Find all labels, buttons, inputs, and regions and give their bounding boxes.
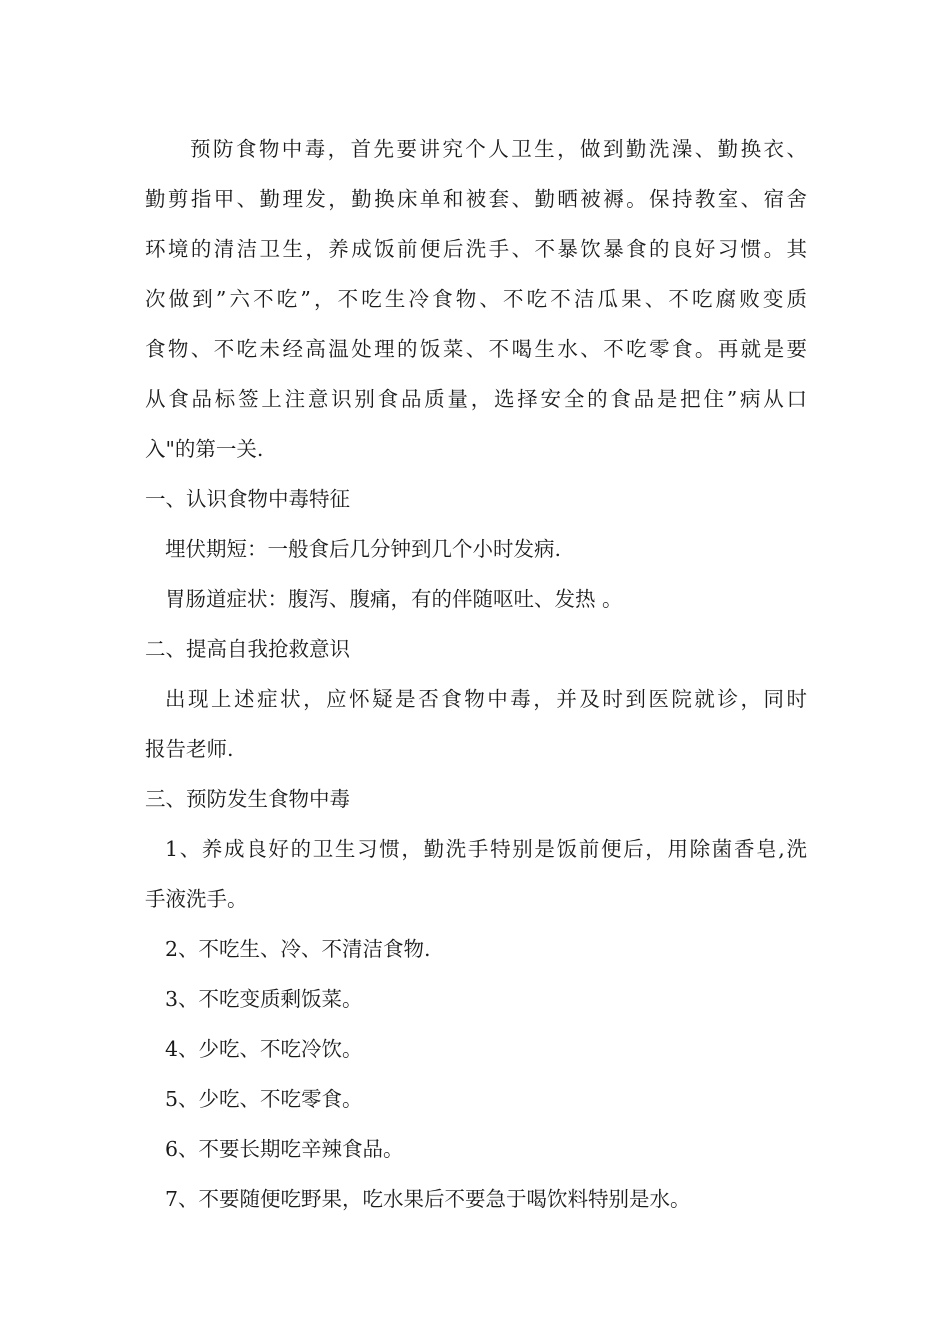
intro-paragraph [145,124,807,474]
list-item-continuation: 手液洗手。 [145,887,248,911]
document-page [145,124,807,1224]
section-item: 胃肠道症状：腹泻、腹痛，有的伴随呕吐、发热 。 [165,587,623,611]
list-item: 6、不要长期吃辛辣食品。 [165,1137,404,1161]
intro-line: 从食品标签上注意识别食品质量，选择安全的食品是把住”病从口 [145,387,807,411]
list-item: 1、养成良好的卫生习惯，勤洗手特别是饭前便后，用除菌香皂,洗 [165,837,807,861]
intro-line: 次做到”六不吃”，不吃生冷食物、不吃不洁瓜果、不吃腐败变质 [145,287,807,311]
list-item: 4、少吃、不吃冷饮。 [165,1037,363,1061]
section-item: 埋伏期短：一般食后几分钟到几个小时发病. [165,537,562,561]
section-heading: 三、预防发生食物中毒 [145,787,350,811]
list-item: 5、少吃、不吃零食。 [165,1087,363,1111]
intro-line: 勤剪指甲、勤理发，勤换床单和被套、勤晒被褥。保持教室、宿舍 [145,187,807,211]
section-heading: 二、提高自我抢救意识 [145,637,350,661]
intro-line: 预防食物中毒，首先要讲究个人卫生，做到勤洗澡、勤换衣、 [190,137,807,161]
intro-line: 环境的清洁卫生，养成饭前便后洗手、不暴饮暴食的良好习惯。其 [145,237,807,261]
list-item: 2、不吃生、冷、不清洁食物. [165,937,431,961]
list-item: 3、不吃变质剩饭菜。 [165,987,363,1011]
section-paragraph-line: 报告老师. [145,737,234,761]
intro-line: 入"的第一关. [145,437,264,461]
section-heading: 一、认识食物中毒特征 [145,487,350,511]
list-item: 7、不要随便吃野果，吃水果后不要急于喝饮料特别是水。 [165,1187,691,1211]
intro-line: 食物、不吃未经高温处理的饭菜、不喝生水、不吃零食。再就是要 [145,337,807,361]
section-paragraph-line: 出现上述症状，应怀疑是否食物中毒，并及时到医院就诊，同时 [165,687,807,711]
